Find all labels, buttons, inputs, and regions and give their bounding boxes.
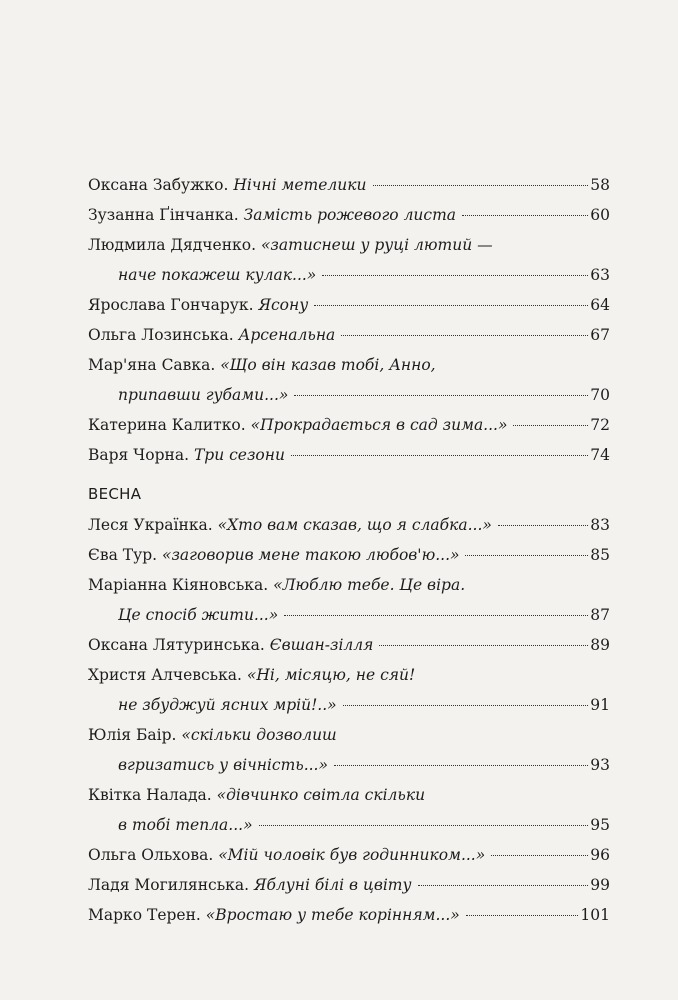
toc-page-number: 96 <box>590 846 610 864</box>
toc-page-number: 95 <box>590 816 610 834</box>
toc-page-number: 74 <box>590 446 610 464</box>
toc-line <box>88 600 610 630</box>
toc-author: Зузанна Ґінчанка. <box>88 206 239 224</box>
toc-line <box>88 440 610 470</box>
toc-leader-dots <box>341 335 588 336</box>
toc-page-number: 83 <box>590 516 610 534</box>
toc-entry <box>88 720 610 780</box>
toc-leader-dots <box>491 855 588 856</box>
toc-title: «Люблю тебе. Це віра. <box>273 576 466 594</box>
toc-page-number: 93 <box>590 756 610 774</box>
toc-leader-dots <box>343 705 589 706</box>
toc-page-number: 67 <box>590 326 610 344</box>
toc-line <box>88 810 610 840</box>
toc-title: Євшан-зілля <box>269 636 374 654</box>
toc-line <box>88 200 610 230</box>
toc-page-number: 85 <box>590 546 610 564</box>
toc-page-number: 91 <box>590 696 610 714</box>
toc-leader-dots <box>334 765 588 766</box>
toc-line <box>88 320 610 350</box>
toc-title: наче покажеш кулак...» <box>118 266 317 284</box>
toc-title: «Що він казав тобі, Анно, <box>220 356 436 374</box>
toc-entry <box>88 570 610 630</box>
toc-line <box>88 570 610 600</box>
toc-line <box>88 260 610 290</box>
toc-author: Мар'яна Савка. <box>88 356 216 374</box>
toc-line <box>88 290 610 320</box>
toc-title: Це спосіб жити...» <box>118 606 279 624</box>
toc-title: Ясону <box>258 296 309 314</box>
section-title: ВЕСНА <box>88 485 142 503</box>
toc-leader-dots <box>379 645 588 646</box>
toc-title: Нічні метелики <box>233 176 367 194</box>
toc-line <box>88 630 610 660</box>
toc-list-spring <box>88 510 610 930</box>
toc-entry <box>88 410 610 440</box>
toc-author: Катерина Калитко. <box>88 416 246 434</box>
toc-page-number: 87 <box>590 606 610 624</box>
toc-entry <box>88 540 610 570</box>
toc-author: Оксана Лятуринська. <box>88 636 265 654</box>
toc-page-number: 72 <box>590 416 610 434</box>
toc-author: Юлія Баір. <box>88 726 177 744</box>
toc-title: «Вростаю у тебе корінням...» <box>205 906 460 924</box>
toc-entry <box>88 200 610 230</box>
toc-author: Оксана Забужко. <box>88 176 229 194</box>
toc-entry <box>88 350 610 410</box>
toc-line <box>88 510 610 540</box>
toc-leader-dots <box>466 915 579 916</box>
toc-page-number: 64 <box>590 296 610 314</box>
toc-leader-dots <box>294 395 588 396</box>
toc-author: Леся Українка. <box>88 516 213 534</box>
toc-page-number: 70 <box>590 386 610 404</box>
toc-author: Квітка Налада. <box>88 786 212 804</box>
toc-title: «затиснеш у руці лютий — <box>260 236 493 254</box>
toc-author: Ярослава Гончарук. <box>88 296 254 314</box>
toc-page-number: 89 <box>590 636 610 654</box>
toc-title: «Прокрадається в сад зима...» <box>250 416 508 434</box>
toc-leader-dots <box>284 615 588 616</box>
toc-leader-dots <box>465 555 588 556</box>
toc-entry <box>88 840 610 870</box>
toc-line <box>88 540 610 570</box>
toc-group-2 <box>88 478 610 930</box>
toc-page-number: 60 <box>590 206 610 224</box>
toc-leader-dots <box>418 885 589 886</box>
toc-entry <box>88 170 610 200</box>
toc-line <box>88 380 610 410</box>
toc-title: вгризатись у вічність...» <box>118 756 328 774</box>
toc-author: Маріанна Кіяновська. <box>88 576 269 594</box>
toc-title: Арсенальна <box>238 326 336 344</box>
toc-title: «дівчинко світла скільки <box>216 786 426 804</box>
toc-author: Єва Тур. <box>88 546 158 564</box>
toc-line <box>88 170 610 200</box>
toc-line <box>88 690 610 720</box>
toc-author: Ольга Лозинська. <box>88 326 234 344</box>
toc-line <box>88 900 610 930</box>
toc-title: «скільки дозволиш <box>181 726 337 744</box>
toc-entry <box>88 290 610 320</box>
toc-page-number: 63 <box>590 266 610 284</box>
toc-page-number: 99 <box>590 876 610 894</box>
toc-leader-dots <box>513 425 588 426</box>
toc-author: Ладя Могилянська. <box>88 876 250 894</box>
toc-author: Ольга Ольхова. <box>88 846 214 864</box>
toc-entry <box>88 870 610 900</box>
toc-entry <box>88 320 610 350</box>
toc-page-number: 58 <box>590 176 610 194</box>
toc-title: в тобі тепла...» <box>118 816 253 834</box>
toc-line <box>88 840 610 870</box>
toc-title: «Ні, місяцю, не сяй! <box>246 666 416 684</box>
toc-entry <box>88 510 610 540</box>
toc-leader-dots <box>259 825 589 826</box>
toc-entry <box>88 440 610 470</box>
toc-leader-dots <box>291 455 588 456</box>
toc-leader-dots <box>498 525 588 526</box>
toc-entry <box>88 780 610 840</box>
toc-author: Варя Чорна. <box>88 446 189 464</box>
toc-entry <box>88 660 610 720</box>
toc-page-number: 101 <box>580 906 610 924</box>
toc-title: «Хто вам сказав, що я слабка...» <box>217 516 492 534</box>
toc-title: не збуджуй ясних мрій!..» <box>118 696 337 714</box>
toc-entry <box>88 630 610 660</box>
toc-line <box>88 750 610 780</box>
toc-line <box>88 780 610 810</box>
toc-line <box>88 870 610 900</box>
toc-leader-dots <box>322 275 588 276</box>
toc-title: «заговорив мене такою любов'ю...» <box>162 546 460 564</box>
toc-title: Три сезони <box>193 446 285 464</box>
toc-group-1 <box>88 170 610 470</box>
toc-line <box>88 350 610 380</box>
toc-leader-dots <box>373 185 589 186</box>
toc-title: «Мій чоловік був годинником...» <box>218 846 486 864</box>
toc-line <box>88 410 610 440</box>
toc-title: Замість рожевого листа <box>243 206 457 224</box>
toc-entry <box>88 230 610 290</box>
toc-leader-dots <box>462 215 588 216</box>
toc-author: Людмила Дядченко. <box>88 236 256 254</box>
toc-author: Христя Алчевська. <box>88 666 242 684</box>
toc-title: припавши губами...» <box>118 386 289 404</box>
toc-entry <box>88 900 610 930</box>
toc-leader-dots <box>314 305 588 306</box>
toc-author: Марко Терен. <box>88 906 201 924</box>
toc-title: Яблуні білі в цвіту <box>253 876 412 894</box>
toc-line <box>88 660 610 690</box>
toc-line <box>88 230 610 260</box>
toc-line <box>88 720 610 750</box>
